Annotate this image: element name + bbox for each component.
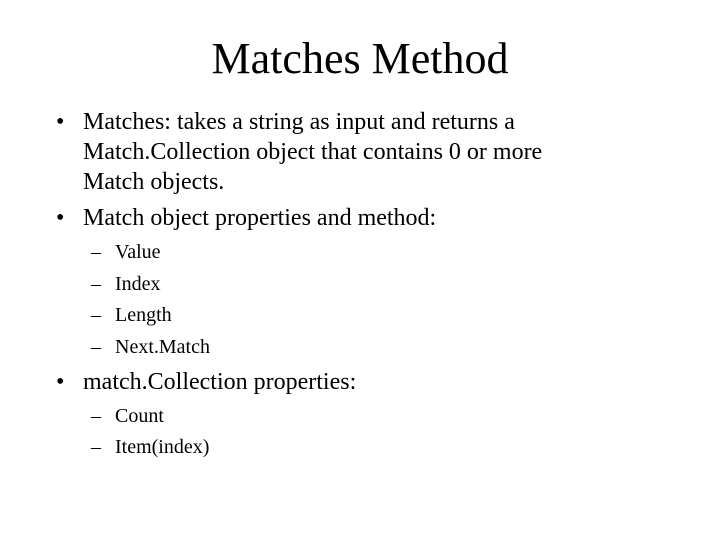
sub-bullet-text: Count [115, 405, 164, 427]
sub-bullet-text: Length [115, 304, 172, 326]
sub-bullet-text: Index [115, 273, 161, 295]
dash-marker: – [91, 436, 101, 458]
bullet-text [83, 367, 673, 397]
dash-marker: – [91, 336, 101, 358]
sub-bullet-text: Item(index) [115, 436, 210, 458]
bullet-marker: • [56, 109, 65, 135]
dash-marker: – [91, 304, 101, 326]
bullet-text [83, 107, 673, 197]
bullet-marker: • [56, 205, 65, 231]
bullet-marker: • [56, 369, 65, 395]
dash-marker: – [91, 241, 101, 263]
slide-title: Matches Method [211, 34, 509, 83]
bullet-text [83, 203, 673, 233]
sub-bullet-text: Value [115, 241, 161, 263]
bullet-text-line: match.Collection properties: [83, 369, 357, 395]
dash-marker: – [91, 405, 101, 427]
bullet-text-line: Match objects. [83, 169, 225, 195]
bullet-text-line: Matches: takes a string as input and returns a [83, 109, 515, 135]
bullet-text-line: Match object properties and method: [83, 205, 437, 231]
bullet-text-line: Match.Collection object that contains 0 or more [83, 139, 543, 165]
dash-marker: – [91, 273, 101, 295]
sub-bullet-text: Next.Match [115, 336, 210, 358]
